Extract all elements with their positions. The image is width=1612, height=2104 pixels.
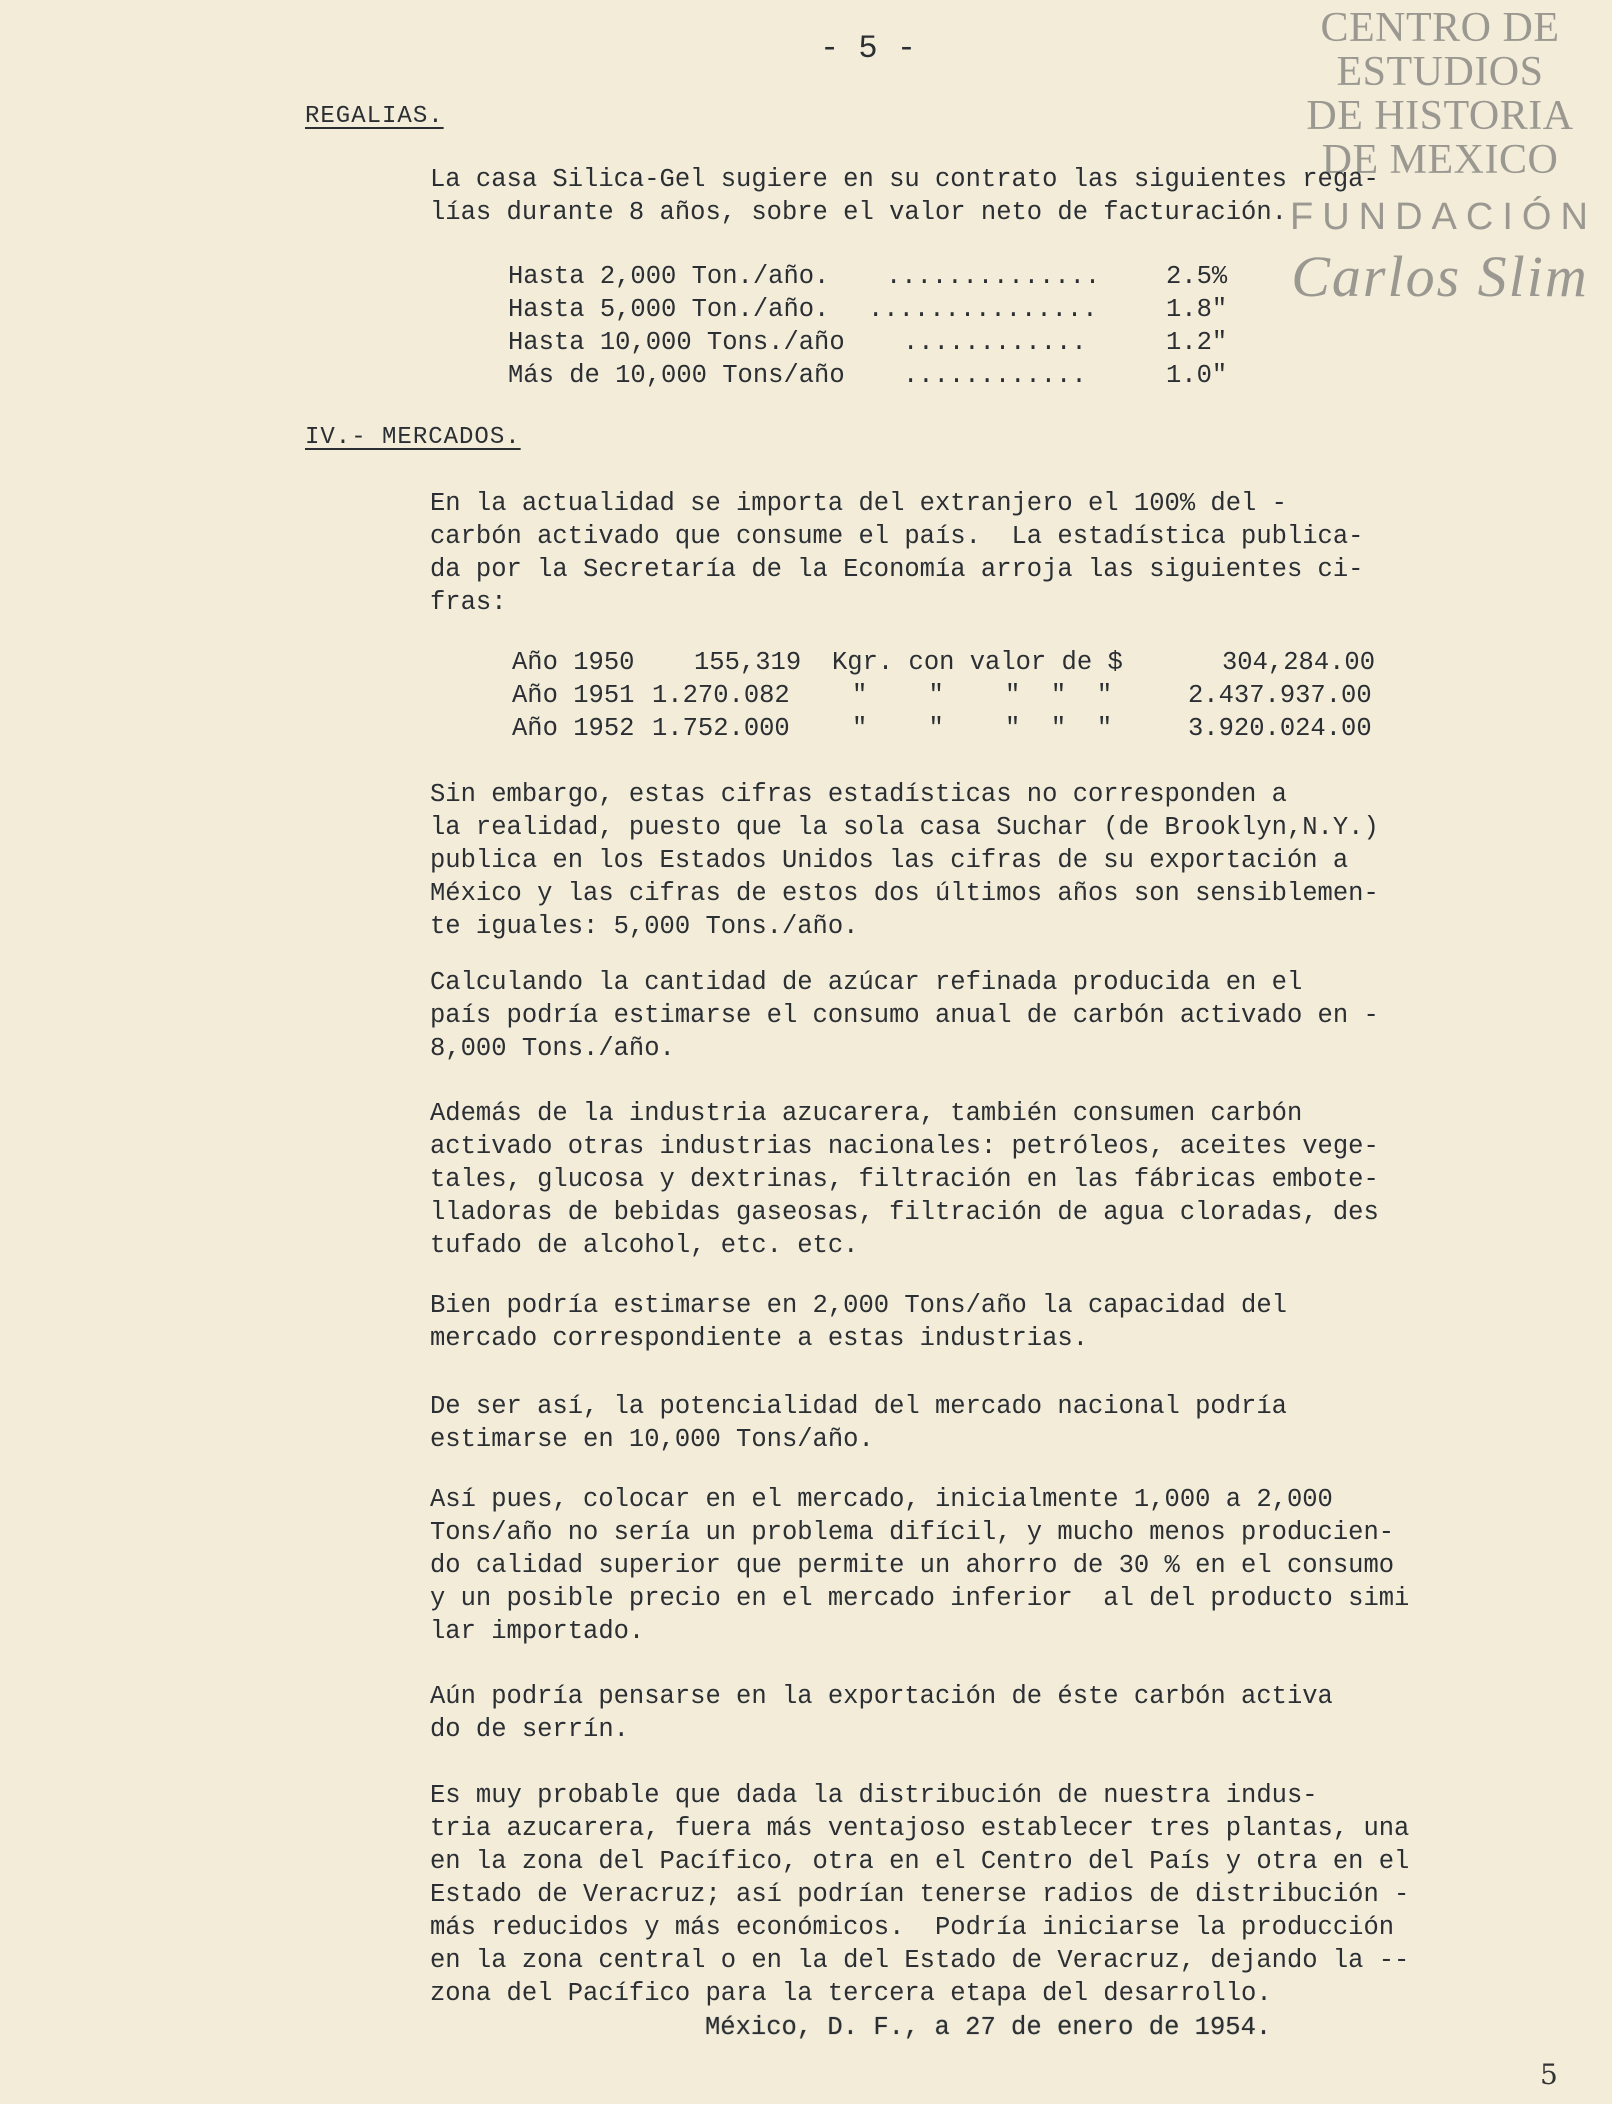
royalty-label: Hasta 2,000 Ton./año. [508, 262, 830, 291]
text-line: Tons/año no sería un problema difícil, y mucho menos producien- [430, 1518, 1395, 1547]
text-line: en la zona central o en la del Estado de Veracruz, dejando la -- [430, 1946, 1410, 1975]
text-line: Sin embargo, estas cifras estadísticas no corresponden a [430, 780, 1287, 809]
royalty-dots: ............ [903, 361, 1087, 390]
text-line: te iguales: 5,000 Tons./año. [430, 912, 859, 941]
imports-year: Año 1951 [512, 681, 635, 710]
watermark-line: CENTRO DE [1320, 5, 1560, 51]
royalty-label: Hasta 5,000 Ton./año. [508, 295, 830, 324]
watermark-line: ESTUDIOS [1336, 49, 1544, 95]
royalty-label: Hasta 10,000 Tons./año [508, 328, 845, 357]
text-line: la realidad, puesto que la sola casa Suchar (de Brooklyn,N.Y.) [430, 813, 1379, 842]
watermark-line: DE HISTORIA [1306, 93, 1574, 139]
text-line: De ser así, la potencialidad del mercado nacional podría [430, 1392, 1287, 1421]
royalty-table [508, 262, 1228, 394]
text-line: do de serrín. [430, 1715, 629, 1744]
royalty-dots: ............... [868, 295, 1098, 324]
imports-value: 2.437.937.00 [1188, 681, 1372, 710]
royalty-row [508, 328, 1228, 361]
royalty-row [508, 295, 1228, 328]
royalty-value: 1.0" [1166, 361, 1228, 390]
text-line: en la zona del Pacífico, otra en el Centro del País y otra en el [430, 1847, 1410, 1876]
imports-unit: " " " " " [852, 714, 1113, 743]
text-line: publica en los Estados Unidos las cifras de su exportación a [430, 846, 1349, 875]
text-line: Estado de Veracruz; así podrían tenerse radios de distribución - [430, 1880, 1410, 1909]
text-line: tria azucarera, fuera más ventajoso establecer tres plantas, una [430, 1814, 1410, 1843]
text-line: más reducidos y más económicos. Podría iniciarse la producción [430, 1913, 1395, 1942]
text-line: lar importado. [430, 1617, 645, 1646]
imports-value: 3.920.024.00 [1188, 714, 1372, 743]
text-line: lías durante 8 años, sobre el valor neto de facturación. [430, 198, 1287, 227]
royalty-value: 1.2" [1166, 328, 1228, 357]
page-number: - 5 - [820, 30, 917, 67]
text-line: zona del Pacífico para la tercera etapa del desarrollo. [430, 1979, 1272, 2008]
text-line: fras: [430, 588, 507, 617]
paragraph-asi-pues [430, 1483, 1480, 1648]
text-line: y un posible precio en el mercado inferior al del producto simi [430, 1584, 1410, 1613]
text-line: Bien podría estimarse en 2,000 Tons/año la capacidad del [430, 1291, 1287, 1320]
text-line: Así pues, colocar en el mercado, inicialmente 1,000 a 2,000 [430, 1485, 1333, 1514]
royalty-row [508, 361, 1228, 394]
text-line: lladoras de bebidas gaseosas, filtración de agua cloradas, des [430, 1198, 1379, 1227]
text-line: estimarse en 10,000 Tons/año. [430, 1425, 874, 1454]
watermark-signature: Carlos Slim [1291, 244, 1589, 309]
text-line: tales, glucosa y dextrinas, filtración en las fábricas embote- [430, 1165, 1379, 1194]
text-line: La casa Silica-Gel sugiere en su contrato las siguientes rega- [430, 165, 1379, 194]
regalias-intro [430, 163, 1480, 229]
imports-kg: 1.270.082 [652, 681, 790, 710]
text-line: activado otras industrias nacionales: petróleos, aceites vege- [430, 1132, 1379, 1161]
royalty-value: 1.8" [1166, 295, 1228, 324]
mercados-heading: IV.- MERCADOS. [305, 424, 521, 451]
paragraph-de-ser-asi [430, 1390, 1480, 1456]
closing-date-line: México, D. F., a 27 de enero de 1954. [705, 2013, 1272, 2042]
imports-unit: " " " " " [852, 681, 1113, 710]
text-line: 8,000 Tons./año. [430, 1034, 675, 1063]
text-line: mercado correspondiente a estas industrias. [430, 1324, 1089, 1353]
text-line: Es muy probable que dada la distribución de nuestra indus- [430, 1781, 1318, 1810]
text-line: da por la Secretaría de la Economía arroja las siguientes ci- [430, 555, 1364, 584]
imports-value: 304,284.00 [1222, 648, 1376, 677]
royalty-row [508, 262, 1228, 295]
paragraph-calculando [430, 966, 1480, 1065]
imports-table [512, 648, 1376, 747]
text-line: carbón activado que consume el país. La estadística publica- [430, 522, 1364, 551]
text-line: Además de la industria azucarera, también consumen carbón [430, 1099, 1303, 1128]
paragraph-es-muy-probable [430, 1779, 1480, 2010]
text-line: México y las cifras de estos dos últimos años son sensiblemen- [430, 879, 1379, 908]
imports-kg: 155,319 [694, 648, 802, 677]
archive-watermark [1290, 5, 1597, 310]
paragraph-ademas [430, 1097, 1480, 1262]
imports-year: Año 1950 [512, 648, 635, 677]
text-line: En la actualidad se importa del extranjero el 100% del - [430, 489, 1287, 518]
paragraph-sin-embargo [430, 778, 1480, 943]
royalty-dots: ............ [903, 328, 1087, 357]
royalty-label: Más de 10,000 Tons/año [508, 361, 845, 390]
watermark-line: DE MEXICO [1321, 137, 1559, 183]
text-line: do calidad superior que permite un ahorro de 30 % en el consumo [430, 1551, 1395, 1580]
text-line: Aún podría pensarse en la exportación de éste carbón activa [430, 1682, 1333, 1711]
imports-row [512, 681, 1372, 714]
imports-year: Año 1952 [512, 714, 635, 743]
imports-kg: 1.752.000 [652, 714, 790, 743]
mercados-intro [430, 487, 1480, 619]
handwritten-page-number: 5 [1540, 2058, 1558, 2091]
royalty-value: 2.5% [1166, 262, 1228, 291]
imports-unit: Kgr. con valor de $ [832, 648, 1123, 677]
text-line: Calculando la cantidad de azúcar refinada producida en el [430, 968, 1303, 997]
regalias-heading: REGALIAS. [305, 103, 444, 130]
imports-row [512, 648, 1376, 681]
imports-row [512, 714, 1372, 747]
royalty-dots: .............. [886, 262, 1101, 291]
paragraph-bien-podria [430, 1289, 1480, 1355]
watermark-fundacion: FUNDACIÓN [1290, 196, 1597, 238]
paragraph-aun-podria [430, 1680, 1480, 1746]
text-line: país podría estimarse el consumo anual de carbón activado en - [430, 1001, 1379, 1030]
text-line: tufado de alcohol, etc. etc. [430, 1231, 859, 1260]
